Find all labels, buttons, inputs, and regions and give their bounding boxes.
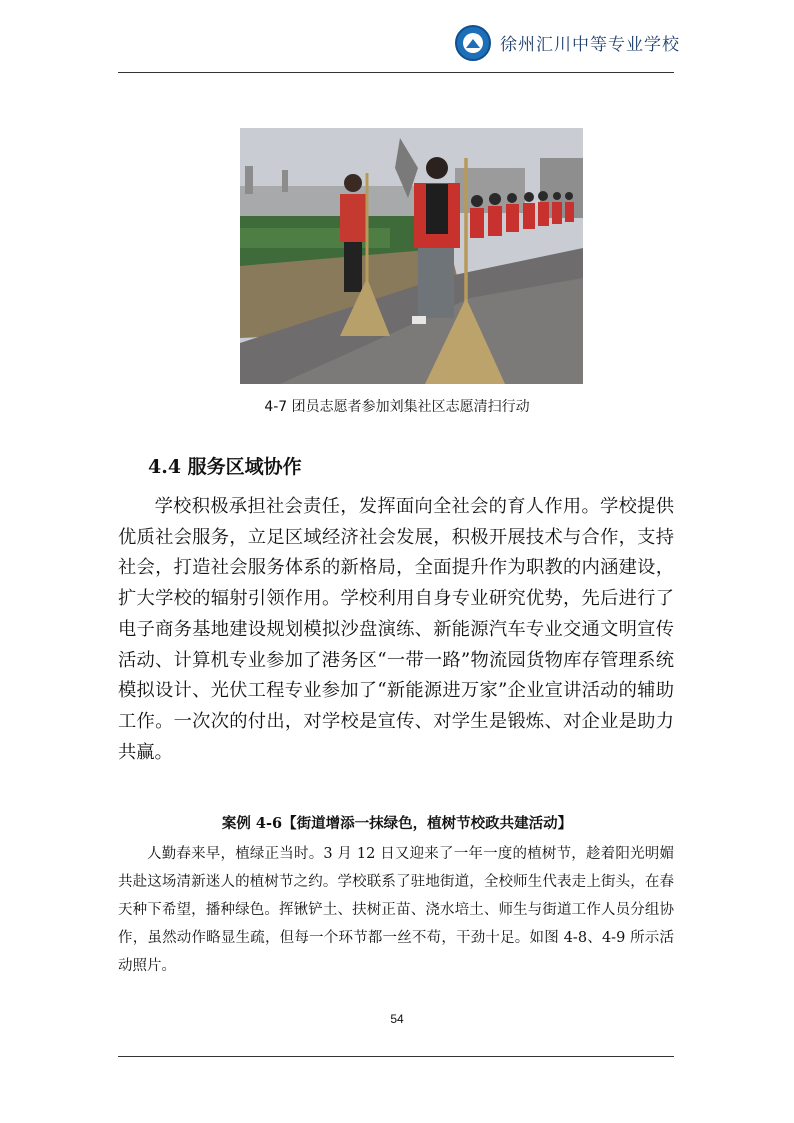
school-name: 徐州汇川中等专业学校: [500, 35, 680, 55]
footer-rule: [118, 1056, 674, 1057]
volunteer-photo: [240, 128, 583, 384]
page-number: 54: [390, 1012, 404, 1026]
school-logo: [455, 25, 491, 61]
case-title: 案例 4-6【街道增添一抹绿色，植树节校政共建活动】: [221, 815, 573, 832]
section-paragraph: 学校积极承担社会责任，发挥面向全社会的育人作用。学校提供优质社会服务，立足区域经济社会发展，积极开展技术与合作，支持社会，打造社会服务体系的新格局，全面提升作为职教的内涵建设，扩大学校的辐射引领作用。学校利用自身专业研究优势，先后进行了电子商务基地建设规划模拟沙盘演练、新能源汽车专业交通文明宣传活动、计算机专业参加了港务区“一带一路”物流园货物库存管理系统模拟设计、光伏工程专业参加了“新能源进万家”企业宣讲活动的辅助工作。一次次的付出，对学校是宣传、对学生是锻炼、对企业是助力共赢。: [118, 496, 674, 763]
section-body: [118, 492, 674, 768]
case-paragraph: 人勤春来早，植绿正当时。3 月 12 日又迎来了一年一度的植树节，趁着阳光明媚共赴这场清新迷人的植树节之约。学校联系了驻地街道，全校师生代表走上街头，在春天种下希望，播种绿色。挥锹铲土、扶树正苗、浇水培土、师生与街道工作人员分组协作，虽然动作略显生疏，但每一个环节都一丝不苟，干劲十足。如图 4-8、4-9 所示活动照片。: [118, 846, 674, 974]
figure-caption: 4-7 团员志愿者参加刘集社区志愿清扫行动: [264, 399, 530, 415]
section-heading: 4.4 服务区域协作: [148, 456, 302, 478]
case-body: [118, 840, 674, 980]
header-rule: [118, 72, 674, 73]
